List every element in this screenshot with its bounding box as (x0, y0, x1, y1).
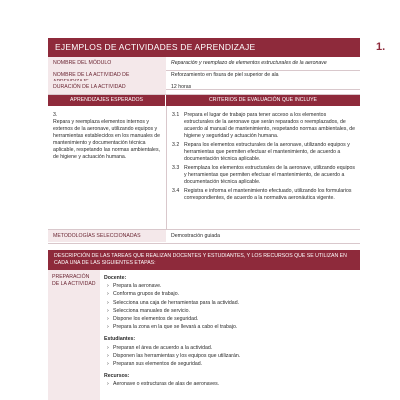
section-title: EJEMPLOS DE ACTIVIDADES DE APRENDIZAJE (55, 42, 256, 52)
criterion-number: 3.2 (172, 142, 180, 148)
criterion-text: Registra e informa el mantenimiento efectuado, utilizando los formularios correspondientes, de acuerdo a la normativa aeronáutica vigente. (184, 188, 352, 201)
preparation-label: PREPARACIÓN DE LA ACTIVIDAD (48, 270, 100, 400)
column-divider (166, 106, 167, 230)
page-number: 1. (376, 41, 386, 53)
criteria-list (168, 108, 360, 226)
preparation-content (104, 272, 360, 389)
list-item: › Dispone los elementos de seguridad. (104, 315, 360, 323)
section-header (48, 38, 360, 56)
duration-value: 12 horas (171, 84, 192, 90)
criterion-number: 3.3 (172, 165, 180, 171)
list-item: › Prepara la zona en la que se llevará a cabo el trabajo. (104, 323, 360, 331)
criterion (172, 112, 355, 140)
list-item: › Conforma grupos de trabajo. (104, 290, 360, 298)
list-item: › Preparan el área de acuerdo a la actividad. (104, 344, 360, 352)
criterion-text: Repara los elementos estructurales de la aeronave, utilizando equipos y herramientas que permiten efectuar el mantenimiento, de acuerdo a documentación técnica aplicable. (184, 142, 350, 162)
learning-outcome: 3. Repara y reemplaza elementos internos y externos de la aeronave, utilizando equipos y herramientas establecidos en los manuales de mantenimiento y documentación técnica aplicable, respetando las normas ambientales, de higiene y actuación humana. (53, 112, 160, 160)
column-headers (48, 95, 360, 106)
methodology-label: METODOLOGÍAS SELECCIONADAS (48, 230, 166, 242)
criterion-number: 3.4 (172, 188, 180, 194)
criterion (172, 165, 355, 186)
activity-value: Reforzamiento en fisura de piel superior de ala (171, 72, 279, 78)
learning-header: APRENDIZAJES ESPERADOS (48, 95, 166, 106)
methodology-value: Demostración guiada (171, 233, 221, 239)
estudiantes-title: Estudiantes: (104, 336, 136, 343)
criterion (172, 188, 355, 202)
list-item: › Aeronave o estructuras de alas de aeronaves. (104, 380, 360, 388)
criterion (172, 142, 355, 163)
criteria-header: CRITERIOS DE EVALUACIÓN QUE INCLUYE (166, 95, 360, 106)
module-value: Reparación y reemplazo de elementos estructurales de la aeronave (171, 60, 327, 66)
criterion-text: Reemplaza los elementos estructurales de la aeronave, utilizando equipos y herramientas que permiten efectuar el mantenimiento, de acuerdo a documentación técnica aplicable. (184, 165, 356, 185)
docente-title: Docente: (104, 275, 127, 281)
table-divider (48, 243, 360, 244)
criterion-text: Prepara el lugar de trabajo para tener acceso a los elementos estructurales de la aeronave que serán reparados o reemplazados, de acuerdo al manual de mantenimiento, respetando normas ambientales, de higiene y seguridad y actuación humana. (184, 112, 356, 139)
duration-label: DURACIÓN DE LA ACTIVIDAD (48, 81, 166, 94)
methodology-row (48, 230, 360, 242)
criterion-number: 3.1 (172, 112, 180, 118)
list-item: › Prepara la aeronave. (104, 282, 360, 290)
recursos-title: Recursos: (104, 373, 130, 380)
duration-row (48, 81, 360, 95)
list-item: › Preparan sus elementos de seguridad. (104, 360, 360, 368)
activity-label: NOMBRE DE LA ACTIVIDAD DE (48, 69, 166, 89)
list-item: › Selecciona una caja de herramientas para la actividad. (104, 299, 360, 307)
module-label: NOMBRE DEL MÓDULO (48, 57, 166, 70)
list-item: › Selecciona manuales de servicio. (104, 307, 360, 315)
description-bar: DESCRIPCIÓN DE LAS TAREAS QUE REALIZAN DOCENTES Y ESTUDIANTES, Y LOS RECURSOS QUE SE UTILIZAN EN CADA UNA DE LAS SIGUIENTES ETAPAS: (48, 250, 360, 270)
list-item: › Disponen las herramientas y los equipos que utilizarán. (104, 352, 360, 360)
